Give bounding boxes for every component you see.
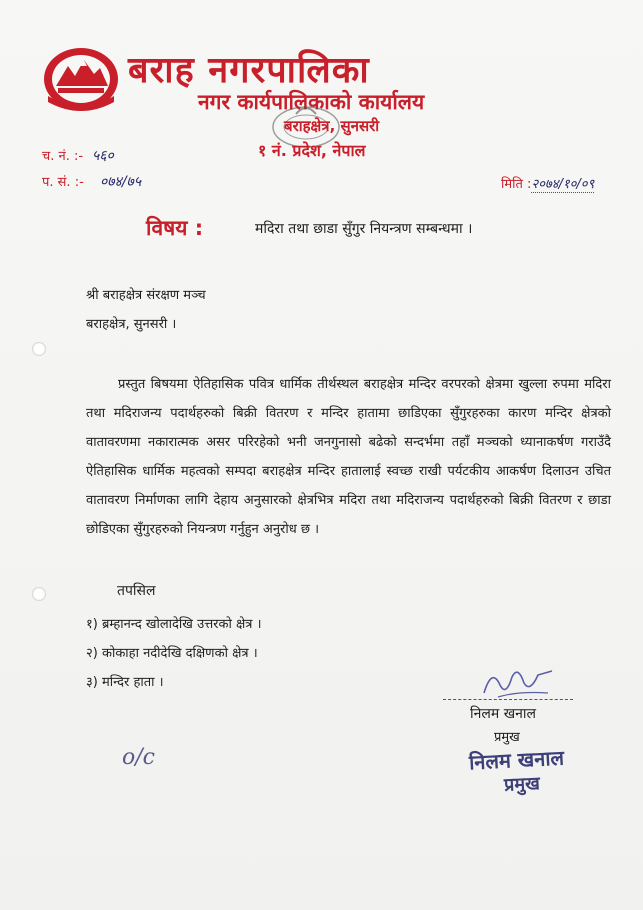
signatory-name: निलम खनाल [470,706,537,722]
letter-number-label: च. नं. :- [42,149,84,164]
handwritten-note: o/c [122,745,155,770]
signatory-role: प्रमुख [494,730,520,745]
role-stamp: प्रमुख [503,773,541,796]
punch-hole [32,587,46,601]
schedule-heading: तपसिल [117,583,156,599]
municipality-emblem-icon [42,46,120,112]
schedule-item: ३) मन्दिर हाता । [86,675,164,690]
subject-label: विषय : [146,216,204,240]
letter-number-value: ५६० [92,148,114,164]
letter-body: प्रस्तुत बिषयमा ऐतिहासिक पवित्र धार्मिक तीर्थस्थल बराहक्षेत्र मन्दिर वरपरको क्षेत्रमा खुल्ला रुपमा मदिरा तथा मदिराजन्य पदार्थहरुको बिक्री वितरण र मन्दिर हातामा छाडिएका सुँगुरहरुका कारण मन्दिर क्षेत्रको वातावरणमा नकारात्मक असर परिरहेको भनी जनगुनासो बढेको सन्दर्भमा तहाँ मञ्चको ध्यानाकर्षण गराउँदै ऐतिहासिक धार्मिक महत्वको सम्पदा बराहक्षेत्र मन्दिर हातालाई स्वच्छ राखी पर्यटकीय आकर्षण दिलाउन उचित वातावरण निर्माणका लागि देहाय अनुसारको क्षेत्रभित्र मदिरा तथा मदिराजन्य पदार्थहरुको बिक्री वितरण र छाडा छोडिएका सुँगुरहरुको नियन्त्रण गर्नुहुन अनुरोध छ । [86,377,611,537]
office-district: बराहक्षेत्र, सुनसरी [284,117,380,135]
date-field [501,174,594,192]
schedule-item: २) कोकाहा नदीदेखि दक्षिणको क्षेत्र । [86,646,258,661]
fiscal-year-value: ०७४/७५ [100,174,142,190]
addressee-line-1: श्री बराहक्षेत्र संरक्षण मञ्च [86,288,206,303]
handwritten-signature [478,663,558,703]
office-province: १ नं. प्रदेश, नेपाल [258,141,366,160]
signature-line [443,699,573,700]
date-label: मिति : [501,177,532,192]
municipality-name: बराह नगरपालिका [128,50,370,91]
fiscal-year-label: प. सं. :- [42,175,84,190]
punch-hole [32,342,46,356]
addressee-line-2: बराहक्षेत्र, सुनसरी । [86,317,177,332]
date-value: २०७४/१०/०९ [531,177,595,192]
subject-text: मदिरा तथा छाडा सुँगुर नियन्त्रण सम्बन्धमा । [255,221,473,237]
schedule-item: १) ब्रम्हानन्द खोलादेखि उत्तरको क्षेत्र । [86,617,262,632]
office-name: नगर कार्यपालिकाको कार्यालय [198,90,425,114]
name-stamp: निलम खनाल [468,745,565,775]
